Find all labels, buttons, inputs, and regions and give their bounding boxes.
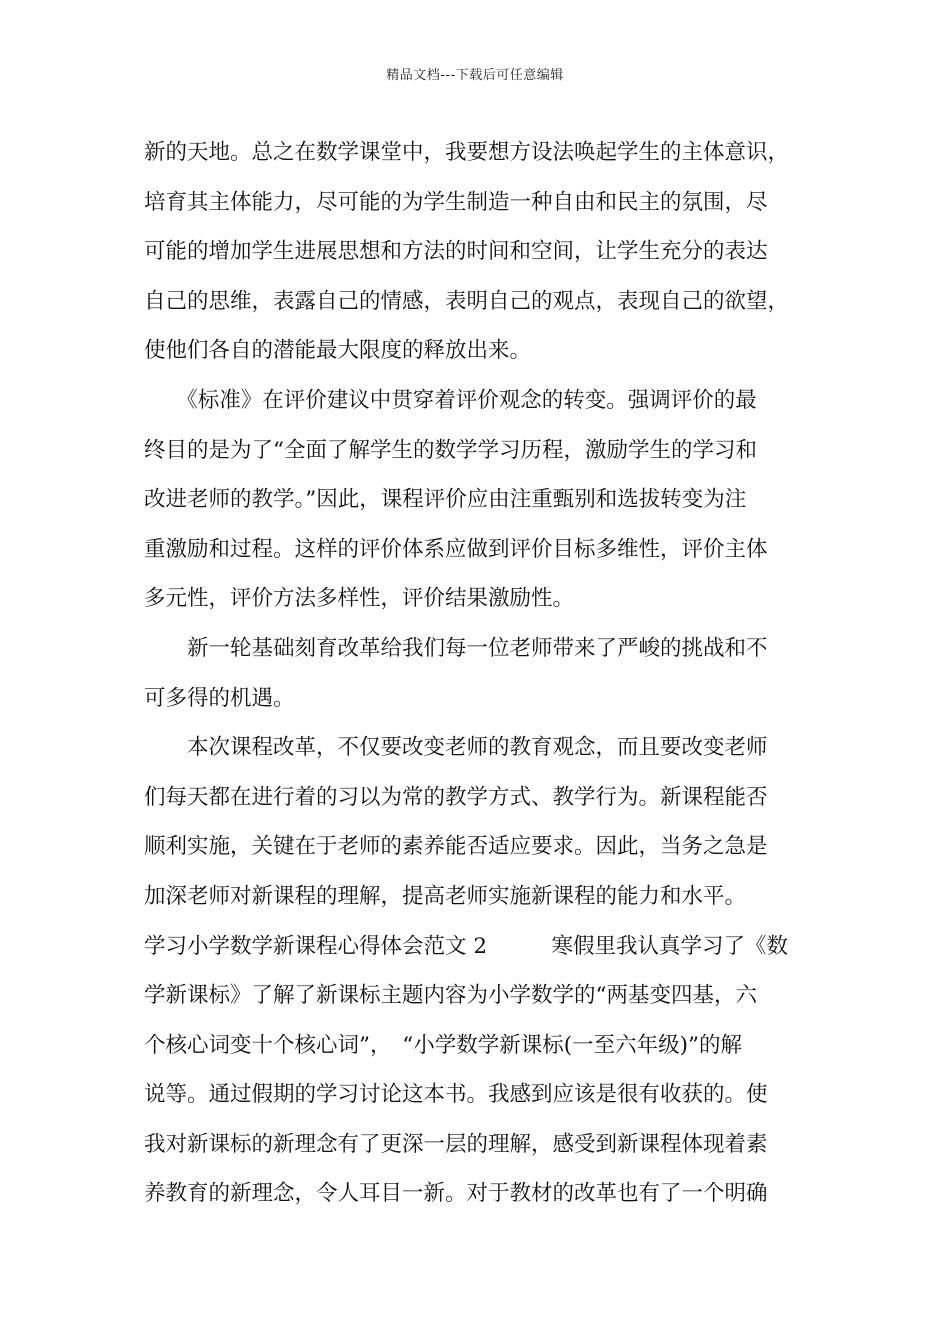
text-line: 终目的是为了“全面了解学生的数学学习历程，激励学生的学习和 <box>144 437 757 463</box>
text-line: 新的天地。总之在数学课堂中，我要想方设法唤起学生的主体意识， <box>144 140 790 165</box>
page-header: 精品文档---下载后可任意编辑 <box>386 68 564 83</box>
text-line: 我对新课标的新理念有了更深一层的理解，感受到新课程体现着素 <box>144 1131 768 1157</box>
document-body <box>144 128 824 1219</box>
text-line: 可能的增加学生进展思想和方法的时间和空间，让学生充分的表达 <box>144 239 768 265</box>
text-line: 重激励和过程。这样的评价体系应做到评价目标多维性，评价主体 <box>144 536 768 562</box>
text-line: 改进老师的教学。”因此，课程评价应由注重甄别和选拔转变为注 <box>144 487 747 513</box>
text-line: 学新课标》了解了新课标主题内容为小学数学的“两基变四基，六 <box>144 983 757 1009</box>
text-line: 新一轮基础刻育改革给我们每一位老师带来了严峻的挑战和不 <box>144 635 768 661</box>
section-title-line: 学习小学数学新课程心得体会范文 2 寒假里我认真学习了《数 <box>144 933 789 959</box>
text-line: 可多得的机遇。 <box>144 685 295 711</box>
text-line: 个核心词变十个核心词”， “小学数学新课标(一至六年级)”的解 <box>144 1032 743 1058</box>
text-line: 《标准》在评价建议中贯穿着评价观念的转变。强调评价的最 <box>144 387 757 413</box>
text-line: 们每天都在进行着的习以为常的教学方式、教学行为。新课程能否 <box>144 784 768 810</box>
text-line: 顺利实施，关键在于老师的素养能否适应要求。因此，当务之急是 <box>144 834 768 860</box>
text-line: 说等。通过假期的学习讨论这本书。我感到应该是很有收获的。使 <box>144 1082 768 1108</box>
text-line: 使他们各自的潜能最大限度的释放出来。 <box>144 338 532 364</box>
text-line: 养教育的新理念，令人耳目一新。对于教材的改革也有了一个明确 <box>144 1181 768 1207</box>
text-line: 自己的思维，表露自己的情感，表明自己的观点，表现自己的欲望， <box>144 288 790 314</box>
text-line: 加深老师对新课程的理解，提高老师实施新课程的能力和水平。 <box>144 883 747 909</box>
text-line: 培育其主体能力，尽可能的为学生制造一种自由和民主的氛围，尽 <box>144 189 768 215</box>
text-line: 多元性，评价方法多样性，评价结果激励性。 <box>144 586 575 612</box>
text-line: 本次课程改革，不仅要改变老师的教育观念，而且要改变老师 <box>144 735 768 761</box>
